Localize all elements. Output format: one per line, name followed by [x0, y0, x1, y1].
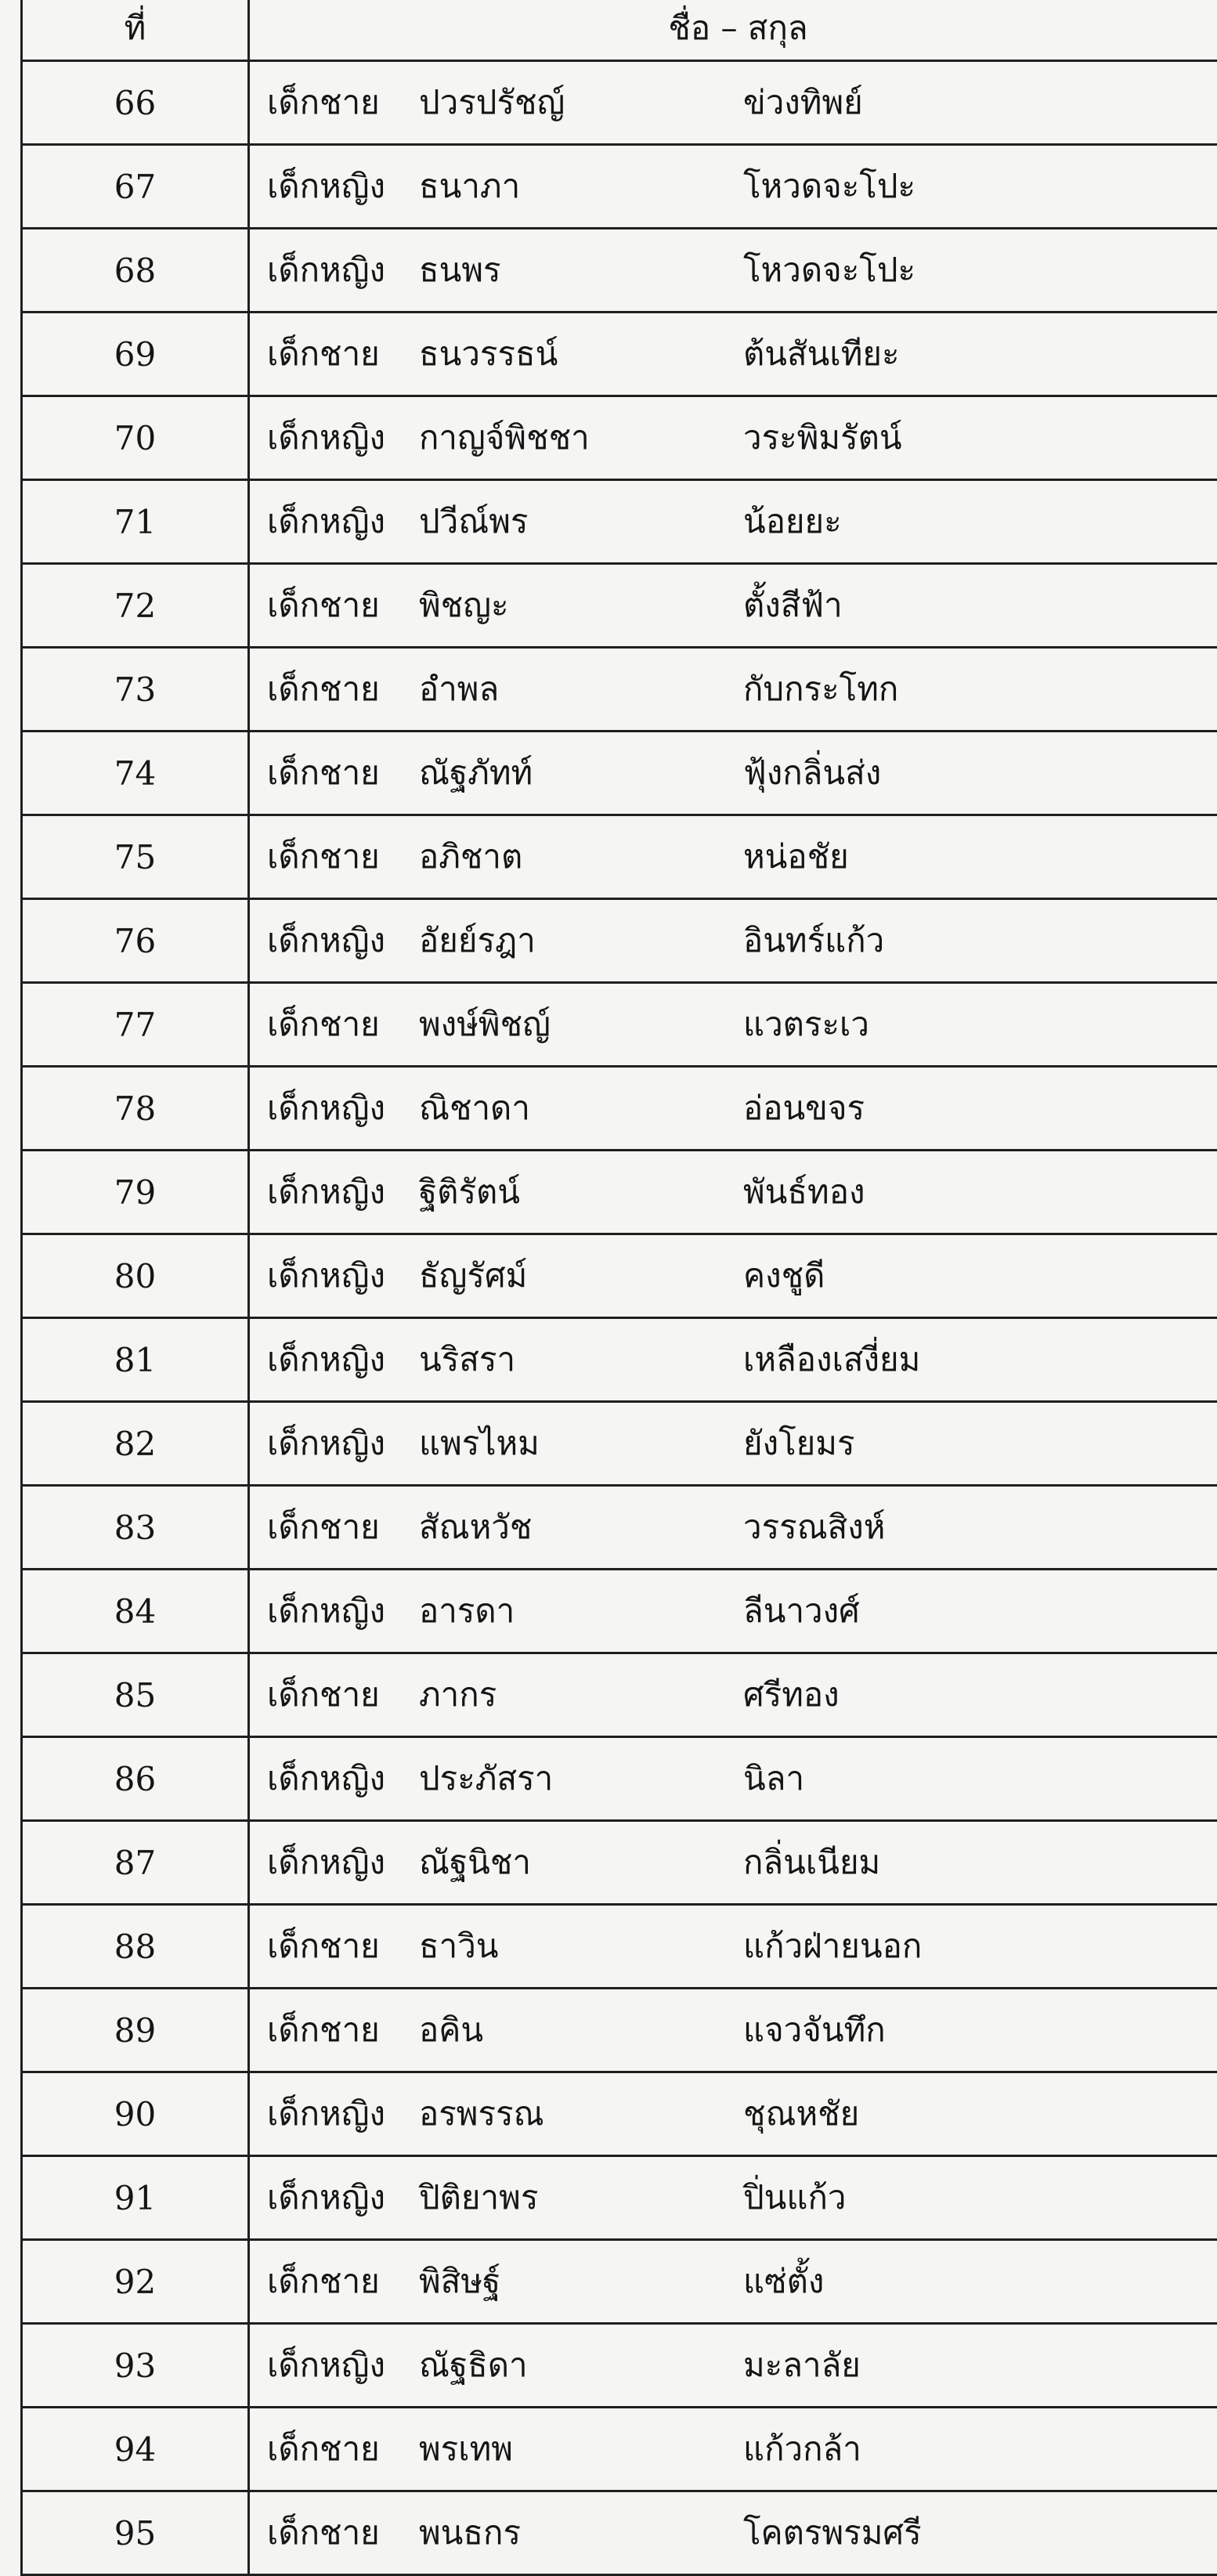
row-number: 75	[22, 815, 249, 899]
last-name: ต้นสันเทียะ	[743, 328, 900, 380]
full-name-cell	[249, 61, 1217, 145]
full-name-cell	[249, 313, 1217, 396]
name-prefix: เด็กหญิง	[267, 1250, 385, 1302]
table-row	[22, 229, 1217, 313]
name-prefix: เด็กหญิง	[267, 1334, 385, 1386]
last-name: หน่อชัย	[743, 831, 849, 883]
row-number: 77	[22, 983, 249, 1067]
row-number: 76	[22, 899, 249, 983]
last-name: อ่อนขจร	[743, 1082, 865, 1134]
full-name-cell	[249, 1821, 1217, 1905]
full-name-cell	[249, 1653, 1217, 1737]
first-name: ธนวรรธน์	[419, 328, 558, 380]
full-name-cell	[249, 648, 1217, 732]
name-prefix: เด็กหญิง	[267, 412, 385, 464]
last-name: ยังโยมร	[743, 1418, 855, 1469]
full-name-cell	[249, 2072, 1217, 2156]
name-prefix: เด็กชาย	[267, 1501, 380, 1553]
name-prefix: เด็กหญิง	[267, 1082, 385, 1134]
full-name-cell	[249, 564, 1217, 648]
table-row	[22, 2072, 1217, 2156]
last-name: ลีนาวงศ์	[743, 1585, 860, 1637]
name-prefix: เด็กหญิง	[267, 1585, 385, 1637]
table-row	[22, 1318, 1217, 1402]
row-number: 95	[22, 2491, 249, 2575]
first-name: ณัฐภัทท์	[419, 747, 533, 799]
name-prefix: เด็กหญิง	[267, 1418, 385, 1469]
first-name: ธนาภา	[419, 161, 520, 212]
full-name-cell	[249, 1989, 1217, 2072]
first-name: ปิติยาพร	[419, 2172, 538, 2224]
name-prefix: เด็กหญิง	[267, 2339, 385, 2391]
row-number: 74	[22, 732, 249, 815]
last-name: วรรณสิงห์	[743, 1501, 886, 1553]
full-name-cell	[249, 1402, 1217, 1486]
table-row	[22, 983, 1217, 1067]
first-name: อัยย์รฎา	[419, 915, 536, 966]
table-row	[22, 1821, 1217, 1905]
first-name: อคิน	[419, 2004, 483, 2056]
row-number: 89	[22, 1989, 249, 2072]
name-prefix: เด็กชาย	[267, 2004, 380, 2056]
table-header	[22, 0, 1217, 61]
table-row	[22, 396, 1217, 480]
row-number: 86	[22, 1737, 249, 1821]
last-name: นิลา	[743, 1753, 804, 1805]
first-name: ภากร	[419, 1669, 497, 1721]
table-row	[22, 2156, 1217, 2240]
row-number: 79	[22, 1151, 249, 1234]
full-name-cell	[249, 732, 1217, 815]
last-name: เหลืองเสงี่ยม	[743, 1334, 920, 1386]
full-name-cell	[249, 2240, 1217, 2324]
name-prefix: เด็กชาย	[267, 2423, 380, 2475]
name-prefix: เด็กหญิง	[267, 2088, 385, 2140]
first-name: พนธกร	[419, 2507, 521, 2559]
full-name-cell	[249, 1570, 1217, 1653]
last-name: ฟุ้งกลิ่นส่ง	[743, 747, 881, 799]
table-row	[22, 1653, 1217, 1737]
table-row	[22, 1486, 1217, 1570]
last-name: แจวจันทึก	[743, 2004, 886, 2056]
table-row	[22, 2324, 1217, 2408]
table-row	[22, 61, 1217, 145]
row-number: 82	[22, 1402, 249, 1486]
name-prefix: เด็กหญิง	[267, 1166, 385, 1218]
last-name: แวตระเว	[743, 999, 869, 1050]
last-name: วระพิมรัตน์	[743, 412, 902, 464]
name-prefix: เด็กชาย	[267, 2507, 380, 2559]
full-name-cell	[249, 2491, 1217, 2575]
table-row	[22, 732, 1217, 815]
first-name: ปวรปรัชญ์	[419, 77, 565, 128]
row-number: 66	[22, 61, 249, 145]
row-number: 88	[22, 1905, 249, 1989]
table-row	[22, 2491, 1217, 2575]
last-name: กับกระโทก	[743, 663, 898, 715]
first-name: แพรไหม	[419, 1418, 540, 1469]
row-number: 67	[22, 145, 249, 229]
first-name: พิสิษฐ์	[419, 2256, 500, 2307]
row-number: 85	[22, 1653, 249, 1737]
last-name: แก้วฝ่ายนอก	[743, 1920, 922, 1972]
row-number: 72	[22, 564, 249, 648]
name-prefix: เด็กหญิง	[267, 2172, 385, 2224]
name-prefix: เด็กหญิง	[267, 915, 385, 966]
last-name: แก้วกล้า	[743, 2423, 861, 2475]
name-prefix: เด็กชาย	[267, 831, 380, 883]
row-number: 68	[22, 229, 249, 313]
table-row	[22, 1067, 1217, 1151]
table-row	[22, 1234, 1217, 1318]
name-prefix: เด็กชาย	[267, 1669, 380, 1721]
first-name: อรพรรณ	[419, 2088, 544, 2140]
full-name-cell	[249, 2156, 1217, 2240]
table-body	[22, 61, 1217, 2575]
name-prefix: เด็กชาย	[267, 580, 380, 631]
name-prefix: เด็กชาย	[267, 1920, 380, 1972]
full-name-cell	[249, 1234, 1217, 1318]
name-prefix: เด็กชาย	[267, 747, 380, 799]
table-row	[22, 564, 1217, 648]
student-roster-table	[20, 0, 1217, 2576]
last-name: ปิ่นแก้ว	[743, 2172, 846, 2224]
full-name-cell	[249, 1067, 1217, 1151]
last-name: ข่วงทิพย์	[743, 77, 863, 128]
name-prefix: เด็กชาย	[267, 328, 380, 380]
name-prefix: เด็กหญิง	[267, 496, 385, 547]
table-row	[22, 1402, 1217, 1486]
first-name: อภิชาต	[419, 831, 522, 883]
last-name: อินทร์แก้ว	[743, 915, 884, 966]
first-name: ธาวิน	[419, 1920, 499, 1972]
row-number: 83	[22, 1486, 249, 1570]
table-row	[22, 145, 1217, 229]
last-name: แซ่ตั้ง	[743, 2256, 824, 2307]
first-name: ฐิติรัตน์	[419, 1166, 520, 1218]
row-number: 78	[22, 1067, 249, 1151]
table-row	[22, 648, 1217, 732]
first-name: พงษ์พิชญ์	[419, 999, 551, 1050]
row-number: 71	[22, 480, 249, 564]
last-name: มะลาลัย	[743, 2339, 861, 2391]
first-name: กาญจ์พิชชา	[419, 412, 590, 464]
row-number: 80	[22, 1234, 249, 1318]
table-row	[22, 2240, 1217, 2324]
last-name: โหวดจะโปะ	[743, 244, 915, 296]
full-name-cell	[249, 396, 1217, 480]
full-name-cell	[249, 1486, 1217, 1570]
table-row	[22, 2408, 1217, 2491]
table-row	[22, 1989, 1217, 2072]
row-number: 91	[22, 2156, 249, 2240]
name-prefix: เด็กหญิง	[267, 1753, 385, 1805]
name-prefix: เด็กชาย	[267, 999, 380, 1050]
last-name: โคตรพรมศรี	[743, 2507, 922, 2559]
first-name: อารดา	[419, 1585, 515, 1637]
row-number: 87	[22, 1821, 249, 1905]
name-prefix: เด็กหญิง	[267, 1837, 385, 1888]
first-name: ธัญรัศม์	[419, 1250, 527, 1302]
row-number: 93	[22, 2324, 249, 2408]
row-number: 92	[22, 2240, 249, 2324]
first-name: พรเทพ	[419, 2423, 513, 2475]
first-name: ปวีณ์พร	[419, 496, 528, 547]
row-number: 70	[22, 396, 249, 480]
name-prefix: เด็กหญิง	[267, 161, 385, 212]
name-prefix: เด็กหญิง	[267, 244, 385, 296]
table-row	[22, 1737, 1217, 1821]
full-name-cell	[249, 1737, 1217, 1821]
full-name-cell	[249, 815, 1217, 899]
table-row	[22, 313, 1217, 396]
full-name-cell	[249, 1905, 1217, 1989]
first-name: ณิชาดา	[419, 1082, 530, 1134]
name-prefix: เด็กชาย	[267, 663, 380, 715]
row-number: 69	[22, 313, 249, 396]
full-name-cell	[249, 2324, 1217, 2408]
table-row	[22, 1905, 1217, 1989]
full-name-cell	[249, 1318, 1217, 1402]
last-name: น้อยยะ	[743, 496, 842, 547]
name-column-header: ชื่อ – สกุล	[249, 0, 1217, 61]
first-name: อำพล	[419, 663, 499, 715]
row-number: 94	[22, 2408, 249, 2491]
first-name: ณัฐธิดา	[419, 2339, 528, 2391]
last-name: กลิ่นเนียม	[743, 1837, 880, 1888]
row-number: 81	[22, 1318, 249, 1402]
first-name: ณัฐนิชา	[419, 1837, 531, 1888]
first-name: พิชญะ	[419, 580, 509, 631]
table-row	[22, 899, 1217, 983]
full-name-cell	[249, 899, 1217, 983]
full-name-cell	[249, 480, 1217, 564]
full-name-cell	[249, 145, 1217, 229]
full-name-cell	[249, 983, 1217, 1067]
table-row	[22, 480, 1217, 564]
number-column-header: ที่	[22, 0, 249, 61]
first-name: ธนพร	[419, 244, 501, 296]
last-name: ศรีทอง	[743, 1669, 840, 1721]
last-name: พันธ์ทอง	[743, 1166, 865, 1218]
row-number: 90	[22, 2072, 249, 2156]
table-row	[22, 1151, 1217, 1234]
last-name: ชุณหชัย	[743, 2088, 859, 2140]
first-name: นริสรา	[419, 1334, 515, 1386]
first-name: ประภัสรา	[419, 1753, 553, 1805]
first-name: สัณหวัช	[419, 1501, 532, 1553]
last-name: ตั้งสีฟ้า	[743, 580, 843, 631]
row-number: 73	[22, 648, 249, 732]
table-row	[22, 1570, 1217, 1653]
last-name: คงชูดี	[743, 1250, 825, 1302]
name-prefix: เด็กชาย	[267, 2256, 380, 2307]
full-name-cell	[249, 2408, 1217, 2491]
table-row	[22, 815, 1217, 899]
full-name-cell	[249, 1151, 1217, 1234]
row-number: 84	[22, 1570, 249, 1653]
name-prefix: เด็กชาย	[267, 77, 380, 128]
header-row	[22, 0, 1217, 61]
last-name: โหวดจะโปะ	[743, 161, 915, 212]
full-name-cell	[249, 229, 1217, 313]
